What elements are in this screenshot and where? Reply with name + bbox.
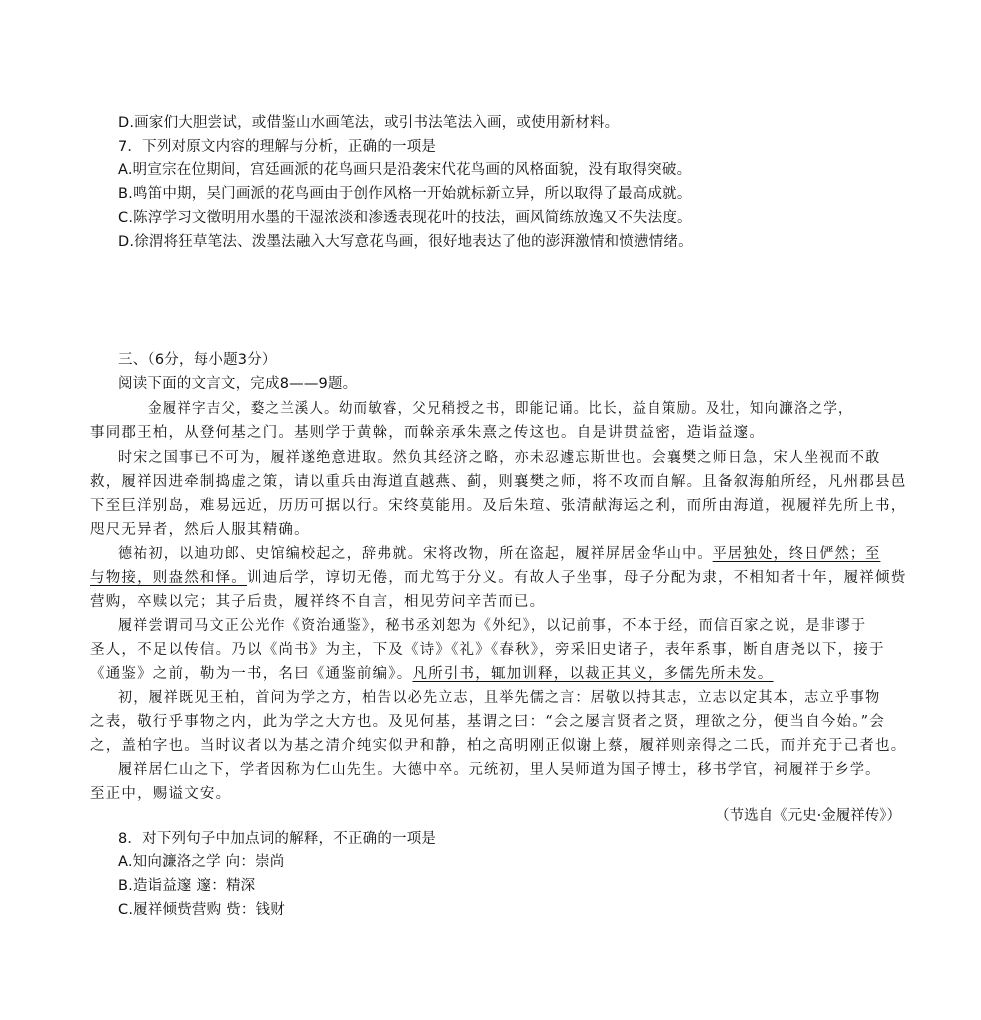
passage-p3-line1 <box>118 544 926 564</box>
passage-p6-line1: 履祥居仁山之下，学者因称为仁山先生。大德中卒。元统初，里人吴师道为国子博士，移书学官，祠履祥于乡学。 <box>118 762 881 778</box>
q7-stem: 7．下列对原文内容的理解与分析，正确的一项是 <box>118 139 437 155</box>
q8-option-c: C.履祥倾赀营购 赀：钱财 <box>118 902 285 918</box>
q7-option-c: C.陈淳学习文徵明用水墨的干湿浓淡和渗透表现花叶的技法，画风简练放逸又不失法度。 <box>118 210 692 226</box>
passage-p1-line1: 金履祥字吉父，婺之兰溪人。幼而敏睿，父兄稍授之书，即能记诵。比长，益自策励。及壮，知向濂洛之学， <box>148 401 853 417</box>
passage-p3-line1-text: 德祐初，以迪功郎、史馆编校起之，辞弗就。宋将改物，所在盗起，履祥屏居金华山中。 <box>118 546 713 562</box>
passage-p4-line3 <box>90 664 922 684</box>
q7-option-d: D.徐渭将狂草笔法、泼墨法融入大写意花鸟画，很好地表达了他的澎湃激情和愤懑情绪。 <box>118 234 693 250</box>
section3-instruction: 阅读下面的文言文，完成8——9题。 <box>118 376 358 392</box>
underlined-sentence-2: 凡所引书，辄加训释，以裁正其义，多儒先所未发。 <box>412 666 774 682</box>
section3-heading: 三、（6分，每小题3分） <box>118 352 277 368</box>
passage-p4-line2: 圣人，不足以传信。乃以《尚书》为主，下及《诗》《礼》《春秋》，旁采旧史诸子，表年系事，断自唐尧以下，接于 <box>90 642 885 658</box>
q7-option-a: A.明宣宗在位期间，宫廷画派的花鸟画只是沿袭宋代花鸟画的风格面貌，没有取得突破。 <box>118 162 692 178</box>
underlined-sentence-1a: 平居独处，终日俨然；至 <box>712 546 881 562</box>
passage-p2-line3: 下至巨洋别岛，难易远近，历历可据以行。宋终莫能用。及后朱瑄、张清献海运之利，而所由海道，视履祥先所上书， <box>90 498 907 514</box>
passage-p4-line1: 履祥尝谓司马文正公光作《资治通鉴》，秘书丞刘恕为《外纪》，以记前事，不本于经，而信百家之说，是非谬于 <box>118 618 867 634</box>
passage-p3-line2 <box>90 568 922 588</box>
passage-p5-line1: 初，履祥既见王柏，首问为学之方，柏告以必先立志，且举先儒之言：居敬以持其志，立志以定其本，志立乎事物 <box>118 690 881 706</box>
q7-option-b: B.鸣笛中期，吴门画派的花鸟画由于创作风格一开始就标新立异，所以取得了最高成就。 <box>118 186 692 202</box>
passage-p3-line2-text: 训迪后学，谆切无倦，而尤笃于分义。有故人子坐事，母子分配为隶，不相知者十年，履祥倾赀 <box>247 570 907 586</box>
passage-p5-line2: 之表，敬行乎事物之内，此为学之大方也。及见何基，基谓之曰：“会之屡言贤者之贤，理欲之分，便当自今始。”会 <box>90 714 885 730</box>
passage-p4-line3-text: 《通鉴》之前，勒为一书，名曰《通鉴前编》。 <box>90 666 413 682</box>
passage-p6-line2: 至正中，赐谥文安。 <box>90 786 232 802</box>
passage-p2-line1: 时宋之国事已不可为，履祥遂绝意进取。然负其经济之略，亦未忍遽忘斯世也。会襄樊之师日急，宋人坐视而不敢 <box>118 450 881 466</box>
q8-option-b: B.造诣益邃 邃：精深 <box>118 878 256 894</box>
q6-option-d: D.画家们大胆尝试，或借鉴山水画笔法，或引书法笔法入画，或使用新材料。 <box>118 115 620 131</box>
underlined-sentence-1b: 与物接，则盎然和怿。 <box>90 570 247 586</box>
q8-option-a: A.知向濂洛之学 向：崇尚 <box>118 854 285 870</box>
passage-p3-line3: 营购，卒赎以完；其子后贵，履祥终不自言，相见劳问辛苦而已。 <box>90 594 546 610</box>
passage-p5-line3: 之，盖柏字也。当时议者以为基之清介纯实似尹和静，柏之高明刚正似谢上蔡，履祥则亲得之二氏，而并充于己者也。 <box>90 738 907 754</box>
passage-p2-line2: 救，履祥因进牵制捣虚之策，请以重兵由海道直越燕、蓟，则襄樊之师，将不攻而自解。且备叙海舶所经，凡州郡县邑 <box>90 474 907 490</box>
passage-p2-line4: 咫尺无异者，然后人服其精确。 <box>90 522 310 538</box>
q8-stem: 8．对下列句子中加点词的解释，不正确的一项是 <box>118 831 437 847</box>
passage-source: （节选自《元史·金履祥传》） <box>715 808 901 824</box>
passage-p1-line2: 事同郡王柏，从登何基之门。基则学于黄榦，而榦亲承朱熹之传这也。自是讲贯益密，造诣益邃。 <box>90 425 766 441</box>
